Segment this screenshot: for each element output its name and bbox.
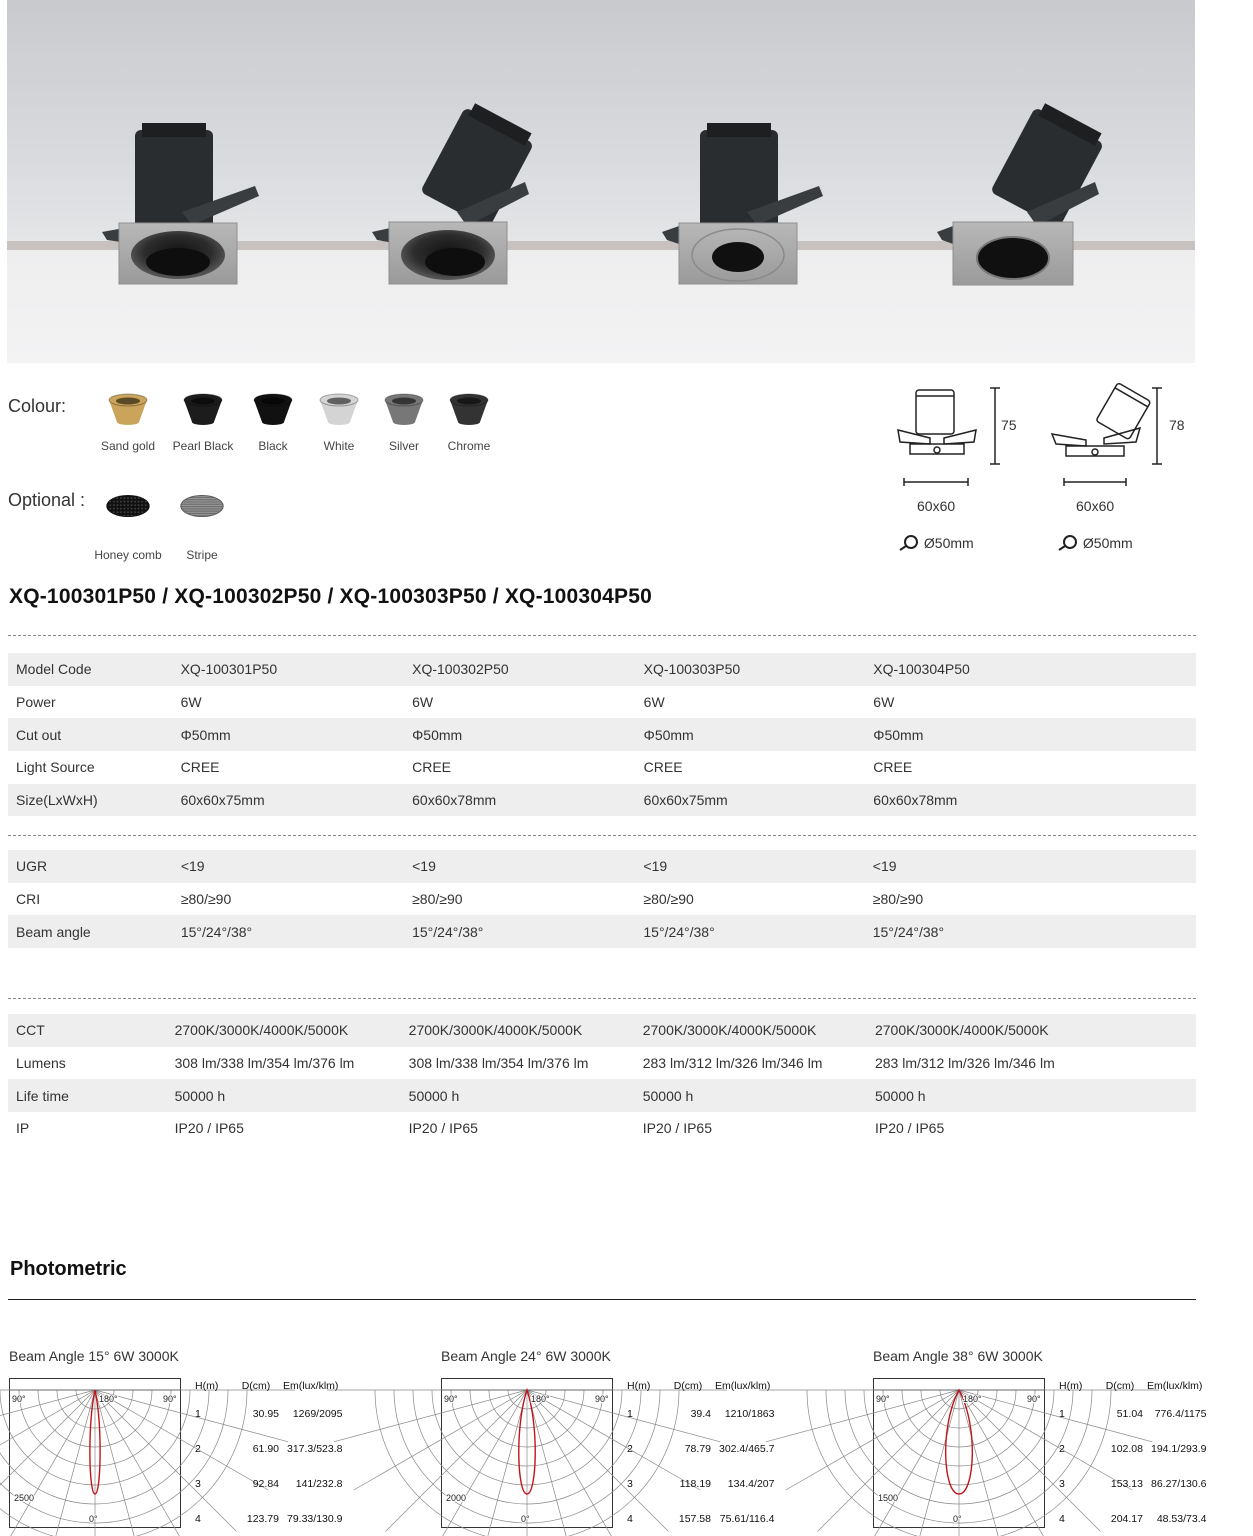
- spec-value: 6W: [180, 694, 202, 711]
- spec-row: [8, 718, 1196, 751]
- spec-label: CRI: [16, 891, 41, 908]
- spec-row: [8, 915, 1196, 948]
- illuminance-row: [1059, 1396, 1206, 1431]
- spec-label: Lumens: [16, 1055, 66, 1072]
- spec-table-general: [8, 653, 1196, 816]
- photometric-title: Photometric: [10, 1258, 127, 1280]
- spec-label: CCT: [8, 1014, 167, 1047]
- spec-value: XQ-100304P50: [865, 653, 1196, 686]
- illuminance-header: D(cm): [241, 1380, 271, 1392]
- spec-value: 15°/24°/38°: [635, 915, 864, 948]
- fixed-dimension-drawing: [898, 388, 1000, 486]
- tilted-height-value: 78: [1169, 417, 1185, 433]
- spec-label: Size(LxWxH): [8, 784, 173, 817]
- illuminance-cell: 48.53/73.4: [1156, 1512, 1207, 1525]
- angle-label-0: 0°: [953, 1514, 962, 1524]
- illuminance-cell: 78.79: [684, 1442, 711, 1455]
- spec-label: Cut out: [8, 718, 173, 751]
- illuminance-cell: 194.1/293.9: [1151, 1442, 1207, 1455]
- angle-label-180: 180°: [531, 1394, 550, 1404]
- spec-label: IP: [16, 1120, 30, 1137]
- reflector-cup-icon: [250, 390, 296, 428]
- spec-value: CREE: [180, 759, 220, 776]
- illuminance-header: H(m): [627, 1380, 651, 1392]
- angle-label-90-right: 90°: [163, 1394, 177, 1404]
- fixture-xq-100304: [937, 100, 1108, 285]
- beam-caption: Beam Angle 24° 6W 3000K: [441, 1348, 611, 1364]
- spec-value: 2700K/3000K/4000K/5000K: [401, 1014, 635, 1047]
- fixed-width-value: 60x60: [917, 498, 956, 514]
- illuminance-cell: 157.58: [678, 1512, 711, 1525]
- spec-value: CREE: [643, 759, 683, 776]
- illuminance-cell: 204.17: [1110, 1512, 1143, 1525]
- spec-value: 60x60x75mm: [636, 784, 866, 817]
- illuminance-header: Em(lux/klm): [715, 1380, 771, 1392]
- product-hero-image: [7, 0, 1195, 363]
- illuminance-cell: 134.4/207: [727, 1477, 775, 1490]
- spec-value: 308 lm/338 lm/354 lm/376 lm: [408, 1055, 589, 1072]
- illuminance-cell: 302.4/465.7: [719, 1442, 775, 1455]
- illuminance-cell: 4: [627, 1512, 633, 1525]
- spec-value: ≥80/≥90: [180, 891, 232, 908]
- tilted-cutout: [1057, 535, 1133, 551]
- spec-value: 15°/24°/38°: [173, 915, 404, 948]
- illuminance-cell: 1: [627, 1407, 633, 1420]
- illuminance-cell: 3: [627, 1477, 633, 1490]
- spec-table-electrical: [8, 1014, 1196, 1145]
- illuminance-cell: 30.95: [252, 1407, 279, 1420]
- product-illustrations: [7, 0, 1195, 363]
- illuminance-row: [627, 1431, 774, 1466]
- spec-row: [8, 1079, 1196, 1112]
- spec-value: <19: [635, 850, 864, 883]
- spec-value: 60x60x75mm: [173, 784, 405, 817]
- colour-swatch-label: Black: [258, 439, 288, 453]
- spec-row: [8, 1112, 1196, 1145]
- spec-value: 50000 h: [167, 1079, 401, 1112]
- reflector-cup-icon: [381, 390, 427, 428]
- spec-row: [8, 686, 1196, 719]
- illuminance-row: [1059, 1466, 1206, 1501]
- spec-value: <19: [865, 850, 1196, 883]
- angle-label-90-left: 90°: [876, 1394, 890, 1404]
- optional-item-stripe: [162, 487, 242, 562]
- beam-caption: Beam Angle 38° 6W 3000K: [873, 1348, 1043, 1364]
- photometric-block: [873, 1348, 1253, 1535]
- illuminance-cell: 4: [195, 1512, 201, 1525]
- illuminance-row: [1059, 1501, 1206, 1536]
- polar-intensity-diagram: [873, 1378, 1045, 1528]
- spec-row: [8, 850, 1196, 883]
- colour-swatch: [163, 390, 243, 453]
- tilted-cutout-value: Ø50mm: [1082, 535, 1133, 551]
- polar-intensity-diagram: [441, 1378, 613, 1528]
- illuminance-cell: 141/232.8: [295, 1477, 343, 1490]
- fixture-xq-100303: [662, 123, 823, 284]
- illuminance-header: Em(lux/klm): [1147, 1380, 1203, 1392]
- colour-swatch: [88, 390, 168, 453]
- illuminance-cell: 3: [1059, 1477, 1065, 1490]
- optional-item-label: Honey comb: [94, 548, 162, 562]
- divider: [8, 835, 1196, 836]
- spec-value: 6W: [412, 694, 434, 711]
- beam-caption: Beam Angle 15° 6W 3000K: [9, 1348, 179, 1364]
- spec-value: CREE: [873, 759, 913, 776]
- dimension-drawings: [890, 380, 1190, 510]
- reflector-cup-icon: [446, 390, 492, 428]
- spec-value: 283 lm/312 lm/326 lm/346 lm: [874, 1055, 1055, 1072]
- angle-label-0: 0°: [89, 1514, 98, 1524]
- illuminance-row: [627, 1466, 774, 1501]
- illuminance-cell: 2: [195, 1442, 201, 1455]
- reflector-cup-icon: [105, 390, 151, 428]
- illuminance-table: [1059, 1376, 1206, 1536]
- illuminance-header: D(cm): [1105, 1380, 1135, 1392]
- spec-value: XQ-100303P50: [636, 653, 866, 686]
- illuminance-row: [195, 1431, 342, 1466]
- spec-value: IP20 / IP65: [874, 1120, 945, 1137]
- colour-swatch-label: Silver: [388, 439, 419, 453]
- reflector-cup-icon: [180, 390, 226, 428]
- stripe-lens-icon: [179, 487, 225, 525]
- spec-row: [8, 883, 1196, 916]
- illuminance-cell: 1: [1059, 1407, 1065, 1420]
- spec-value: <19: [404, 850, 635, 883]
- illuminance-table: [195, 1376, 342, 1536]
- illuminance-header-row: [1059, 1376, 1206, 1396]
- illuminance-cell: 776.4/1175: [1154, 1407, 1207, 1420]
- spec-value: 2700K/3000K/4000K/5000K: [167, 1014, 401, 1047]
- spec-value: CREE: [412, 759, 452, 776]
- photometric-block: [9, 1348, 389, 1535]
- spec-value: 15°/24°/38°: [404, 915, 635, 948]
- angle-label-180: 180°: [99, 1394, 118, 1404]
- illuminance-cell: 61.90: [252, 1442, 279, 1455]
- illuminance-row: [195, 1396, 342, 1431]
- spec-value: 2700K/3000K/4000K/5000K: [867, 1014, 1196, 1047]
- tilted-width-value: 60x60: [1076, 498, 1115, 514]
- spec-value: ≥80/≥90: [643, 891, 694, 908]
- illuminance-header: H(m): [1059, 1380, 1083, 1392]
- optional-label: Optional :: [8, 490, 86, 510]
- spec-value: IP20 / IP65: [174, 1120, 244, 1137]
- spec-value: IP20 / IP65: [642, 1120, 712, 1137]
- illuminance-table: [627, 1376, 774, 1536]
- spec-label: Model Code: [8, 653, 173, 686]
- spec-value: Φ50mm: [636, 718, 866, 751]
- illuminance-cell: 86.27/130.6: [1151, 1477, 1207, 1490]
- spec-value: 15°/24°/38°: [865, 915, 1196, 948]
- tilted-dimension-drawing: [1052, 383, 1162, 486]
- divider: [8, 635, 1196, 636]
- angle-label-90-left: 90°: [444, 1394, 458, 1404]
- spec-value: XQ-100302P50: [404, 653, 636, 686]
- spec-value: 308 lm/338 lm/354 lm/376 lm: [174, 1055, 355, 1072]
- reflector-cup-icon: [316, 390, 362, 428]
- illuminance-cell: 4: [1059, 1512, 1065, 1525]
- spec-row: [8, 1047, 1196, 1080]
- spec-label: Beam angle: [8, 915, 173, 948]
- illuminance-cell: 102.08: [1110, 1442, 1143, 1455]
- spec-row: [8, 653, 1196, 686]
- fixed-height-value: 75: [1001, 417, 1017, 433]
- intensity-scale-label: 1500: [878, 1493, 899, 1503]
- illuminance-row: [195, 1501, 342, 1536]
- spec-label: UGR: [8, 850, 173, 883]
- illuminance-cell: 92.84: [252, 1477, 279, 1490]
- cutout-saw-icon: [1057, 535, 1079, 551]
- photometric-block: [441, 1348, 821, 1535]
- illuminance-header: H(m): [195, 1380, 219, 1392]
- spec-value: 6W: [873, 694, 895, 711]
- fixture-xq-100301: [102, 123, 259, 284]
- spec-label: Light Source: [16, 759, 95, 776]
- illuminance-header-row: [627, 1376, 774, 1396]
- spec-value: 50000 h: [867, 1079, 1196, 1112]
- fixture-xq-100302: [372, 100, 538, 284]
- cutout-saw-icon: [898, 535, 920, 551]
- illuminance-cell: 3: [195, 1477, 201, 1490]
- spec-value: ≥80/≥90: [872, 891, 924, 908]
- illuminance-header: Em(lux/klm): [283, 1380, 339, 1392]
- spec-value: 283 lm/312 lm/326 lm/346 lm: [642, 1055, 823, 1072]
- illuminance-cell: 1269/2095: [292, 1407, 343, 1420]
- illuminance-cell: 2: [627, 1442, 633, 1455]
- colour-swatch: [429, 390, 509, 453]
- illuminance-row: [627, 1501, 774, 1536]
- spec-value: 2700K/3000K/4000K/5000K: [635, 1014, 867, 1047]
- illuminance-cell: 2: [1059, 1442, 1065, 1455]
- angle-label-180: 180°: [963, 1394, 982, 1404]
- spec-value: Φ50mm: [865, 718, 1196, 751]
- spec-row: [8, 751, 1196, 784]
- illuminance-row: [1059, 1431, 1206, 1466]
- intensity-scale-label: 2000: [446, 1493, 467, 1503]
- spec-label: Power: [16, 694, 56, 711]
- illuminance-row: [627, 1396, 774, 1431]
- optional-item-label: Stripe: [186, 548, 218, 562]
- illuminance-cell: 39.4: [690, 1407, 711, 1420]
- angle-label-90-left: 90°: [12, 1394, 26, 1404]
- spec-value: 6W: [643, 694, 665, 711]
- colour-label: Colour:: [8, 396, 67, 416]
- angle-label-0: 0°: [521, 1514, 530, 1524]
- angle-label-90-right: 90°: [595, 1394, 609, 1404]
- intensity-scale-label: 2500: [14, 1493, 35, 1503]
- spec-value: Φ50mm: [404, 718, 636, 751]
- illuminance-cell: 79.33/130.9: [287, 1512, 343, 1525]
- illuminance-cell: 51.04: [1116, 1407, 1143, 1420]
- spec-value: 50000 h: [635, 1079, 867, 1112]
- spec-value: 60x60x78mm: [865, 784, 1196, 817]
- illuminance-cell: 153.13: [1110, 1477, 1143, 1490]
- colour-swatch-label: Sand gold: [100, 439, 156, 453]
- spec-value: <19: [173, 850, 404, 883]
- honeycomb-icon: [105, 487, 151, 525]
- spec-value: 60x60x78mm: [404, 784, 636, 817]
- illuminance-header-row: [195, 1376, 342, 1396]
- illuminance-cell: 1210/1863: [724, 1407, 775, 1420]
- colour-swatch-label: White: [323, 439, 355, 453]
- photometric-rule: [8, 1299, 1196, 1300]
- illuminance-cell: 1: [195, 1407, 201, 1420]
- polar-intensity-diagram: [9, 1378, 181, 1528]
- spec-table-optical: [8, 850, 1196, 948]
- spec-value: ≥80/≥90: [412, 891, 463, 908]
- illuminance-cell: 123.79: [246, 1512, 279, 1525]
- divider: [8, 998, 1196, 999]
- spec-row: [8, 1014, 1196, 1047]
- model-title: XQ-100301P50 / XQ-100302P50 / XQ-100303P50 / XQ-100304P50: [9, 585, 653, 608]
- colour-swatch-label: Chrome: [447, 439, 491, 453]
- angle-label-90-right: 90°: [1027, 1394, 1041, 1404]
- spec-row: [8, 784, 1196, 817]
- spec-value: IP20 / IP65: [408, 1120, 478, 1137]
- illuminance-cell: 317.3/523.8: [287, 1442, 343, 1455]
- illuminance-cell: 75.61/116.4: [719, 1512, 775, 1525]
- fixed-cutout: [898, 535, 974, 551]
- illuminance-header: D(cm): [673, 1380, 703, 1392]
- illuminance-cell: 118.19: [679, 1477, 711, 1490]
- illuminance-row: [195, 1466, 342, 1501]
- colour-swatch-label: Pearl Black: [172, 439, 234, 453]
- spec-value: Φ50mm: [173, 718, 405, 751]
- spec-label: Life time: [8, 1079, 167, 1112]
- optional-item-honeycomb: [88, 487, 168, 562]
- spec-value: XQ-100301P50: [173, 653, 405, 686]
- spec-value: 50000 h: [401, 1079, 635, 1112]
- fixed-cutout-value: Ø50mm: [923, 535, 974, 551]
